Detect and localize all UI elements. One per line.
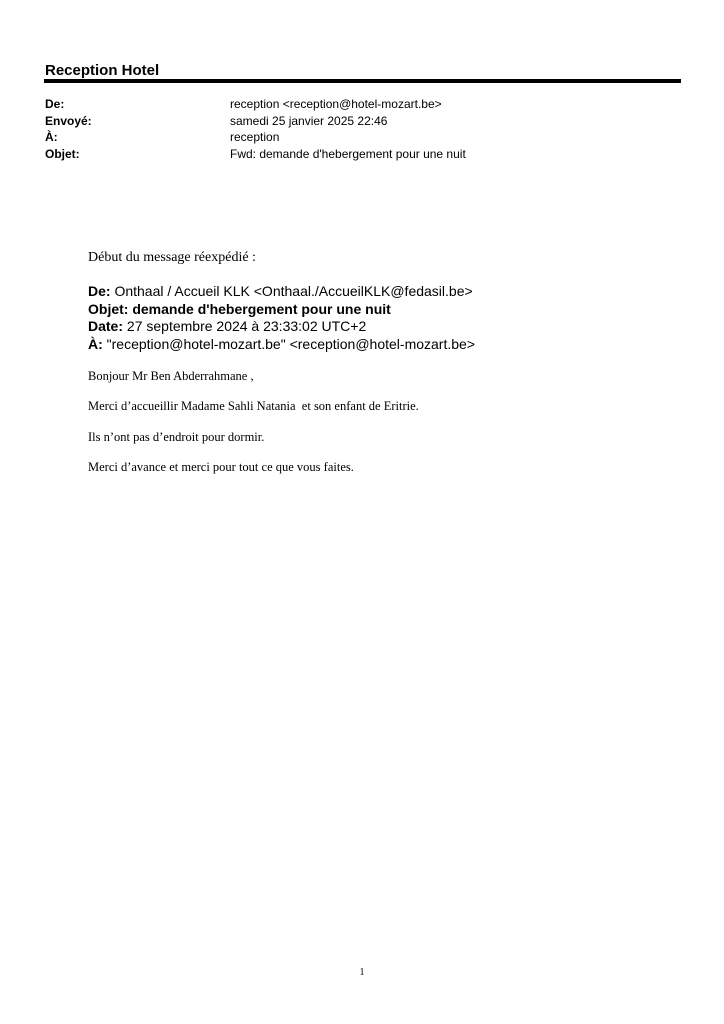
forwarded-from-label: De: — [88, 283, 111, 299]
forwarded-subject-value: demande d'hebergement pour une nuit — [132, 300, 391, 317]
forwarded-subject-label: Objet: — [88, 300, 129, 317]
header-field-from — [45, 96, 685, 113]
header-field-label: Objet: — [45, 147, 80, 161]
forwarded-subject — [88, 301, 475, 319]
forwarded-intro: Début du message réexpédié : — [88, 250, 256, 265]
forwarded-to — [88, 336, 475, 354]
title-divider — [44, 79, 681, 83]
forwarded-date-label: Date: — [88, 318, 124, 334]
header-field-label: De: — [45, 97, 65, 111]
header-field-label: À: — [45, 130, 58, 144]
document-title: Reception Hotel — [45, 62, 160, 79]
header-field-subject — [45, 146, 685, 163]
forwarded-from — [88, 283, 475, 301]
body-paragraph: Ils n’ont pas d’endroit pour dormir. — [88, 430, 265, 444]
header-field-value: reception <reception@hotel-mozart.be> — [230, 97, 442, 111]
body-paragraph: Merci d’avance et merci pour tout ce que vous faites. — [88, 460, 354, 474]
header-field-label: Envoyé: — [45, 114, 92, 128]
forwarded-from-value: Onthaal / Accueil KLK <Onthaal./AccueilKLK@fedasil.be> — [114, 283, 473, 299]
header-field-value: samedi 25 janvier 2025 22:46 — [230, 114, 388, 128]
header-field-value: reception — [230, 130, 280, 144]
header-field-sent — [45, 113, 685, 130]
forwarded-to-label: À: — [88, 335, 103, 352]
forwarded-date — [88, 318, 475, 336]
forwarded-date-value: 27 septembre 2024 à 23:33:02 UTC+2 — [126, 318, 367, 334]
header-field-to — [45, 129, 685, 146]
forwarded-header — [88, 283, 475, 353]
header-field-value: Fwd: demande d'hebergement pour une nuit — [230, 147, 466, 161]
body-paragraph: Merci d’accueillir Madame Sahli Natania et son enfant de Eritrie. — [88, 399, 419, 413]
body-paragraph: Bonjour Mr Ben Abderrahmane , — [88, 369, 254, 383]
page-number: 1 — [359, 967, 365, 978]
forwarded-to-value: "reception@hotel-mozart.be" <reception@hotel-mozart.be> — [106, 335, 475, 352]
